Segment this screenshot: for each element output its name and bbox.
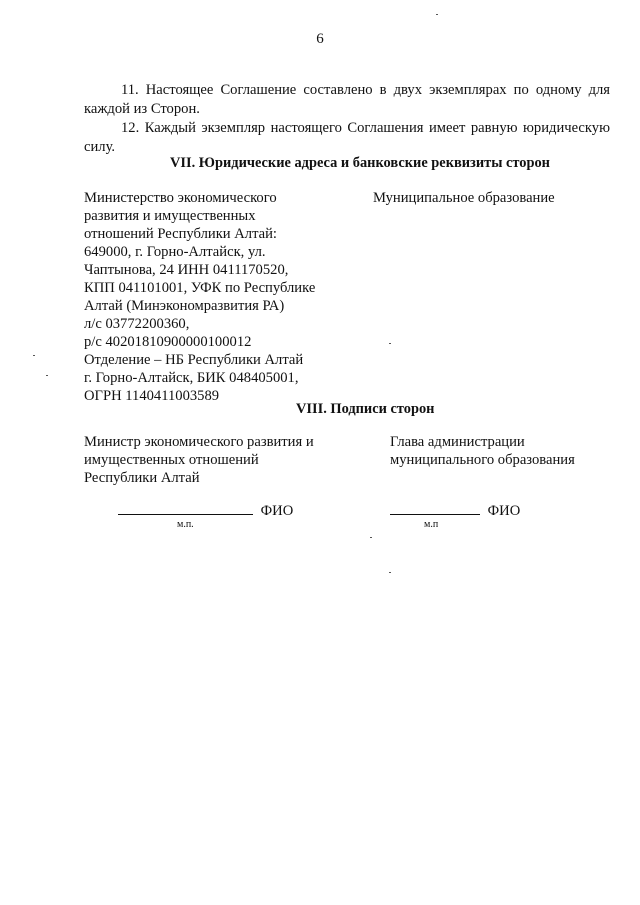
clause-11-line-2: каждой из Сторон.: [84, 101, 200, 117]
scan-speck: [389, 572, 391, 573]
left-signatory-line: Министр экономического развития и: [84, 434, 314, 450]
left-signatory-line: имущественных отношений: [84, 452, 259, 468]
right-signature-label: ФИО: [487, 503, 521, 519]
left-party-line: р/с 40201810900000100012: [84, 334, 252, 350]
left-party-line: г. Горно-Алтайск, БИК 048405001,: [84, 370, 299, 386]
right-signature-line: [390, 501, 480, 515]
left-party-line: отношений Республики Алтай:: [84, 226, 277, 242]
left-signature-line: [118, 501, 253, 515]
clause-11-line-1: 11. Настоящее Соглашение составлено в двух экземплярах по одному для: [121, 82, 610, 98]
left-party-line: л/с 03772200360,: [84, 316, 190, 332]
scan-speck: [33, 355, 35, 356]
left-signatory-line: Республики Алтай: [84, 470, 200, 486]
section-8-heading: VIII. Подписи сторон: [296, 401, 435, 417]
left-party-line: развития и имущественных: [84, 208, 256, 224]
left-party-line: Чаптынова, 24 ИНН 0411170520,: [84, 262, 289, 278]
scan-speck: [436, 14, 438, 15]
clause-12-line-1: 12. Каждый экземпляр настоящего Соглашения имеет равную юридическую: [121, 120, 610, 136]
section-7-heading: VII. Юридические адреса и банковские реквизиты сторон: [170, 155, 550, 171]
right-signatory-line: Глава администрации: [390, 434, 525, 450]
left-stamp-place: м.п.: [177, 519, 194, 530]
left-signature-label: ФИО: [260, 503, 294, 519]
left-party-line: КПП 041101001, УФК по Республике: [84, 280, 316, 296]
clause-12-line-2: силу.: [84, 139, 116, 155]
left-party-line: Отделение – НБ Республики Алтай: [84, 352, 304, 368]
left-signature-field: [118, 501, 293, 520]
left-party-line: ОГРН 1140411003589: [84, 388, 220, 404]
right-stamp-place: м.п: [424, 519, 439, 530]
scan-speck: [389, 343, 391, 344]
left-party-line: Алтай (Минэкономразвития РА): [84, 298, 285, 314]
scan-speck: [46, 375, 48, 376]
scan-speck: [370, 537, 372, 538]
right-signature-field: [390, 501, 520, 520]
right-party-name: Муниципальное образование: [373, 190, 555, 206]
left-party-line: Министерство экономического: [84, 190, 277, 206]
left-party-line: 649000, г. Горно-Алтайск, ул.: [84, 244, 266, 260]
page-number: 6: [316, 31, 324, 47]
right-signatory-line: муниципального образования: [390, 452, 575, 468]
